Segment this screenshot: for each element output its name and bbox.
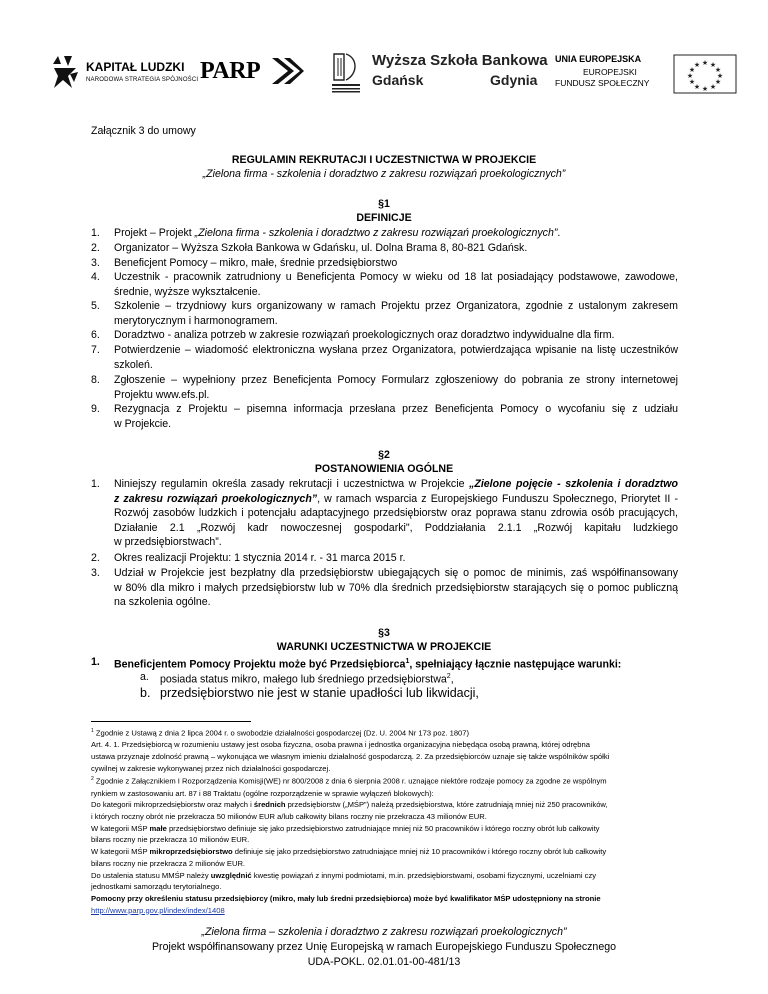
footnote-1-line: ustawa przyznaje zdolność prawną – wykonująca we własnym imieniu działalność gospodarczą. 2. Za przedsiębiorców uznaje się także wspólników spółki — [91, 751, 610, 761]
footnote-mark: 1 — [91, 728, 94, 734]
list-item-line: w Projekcie. — [114, 417, 172, 430]
text-span: Zgodnie z Załącznikiem I Rozporządzenia Komisji(WE) nr 800/2008 z dnia 6 sierpnia 2008 r. uznające niektóre rodzaje pomocy za zgodne ze wspólnym — [93, 776, 607, 786]
footnote-2-line — [91, 823, 686, 835]
kapital-ludzki-logo — [50, 54, 199, 92]
text-span: Beneficjentem Pomocy Projektu może być Przedsiębiorca — [114, 658, 406, 671]
svg-text:★: ★ — [701, 85, 709, 93]
list-item-line: Projektu www.efs.pl. — [114, 388, 210, 401]
list-item-line: szkoleń. — [114, 358, 153, 371]
parp-wordmark: PARP — [200, 58, 261, 84]
svg-text:★: ★ — [688, 78, 696, 86]
list-item — [114, 566, 678, 610]
section-2-number: §2 — [378, 449, 390, 461]
footnote-2-line: rynkiem w zastosowaniu art. 87 i 88 Traktatu (ogólne rozporządzenie w sprawie wyłączeń blokowych): — [91, 788, 434, 798]
list-item-number: 3. — [91, 257, 100, 269]
footnote-2-line — [91, 846, 686, 858]
text-span: Zgodnie z Ustawą z dnia 2 lipca 2004 r. o swobodzie działalności gospodarczej (Dz. U. 2004 Nr 173 poz. 1807) — [93, 728, 470, 738]
footnote-2-line: bilans roczny nie przekracza 10 milionów EUR. — [91, 835, 250, 845]
section-1-title: DEFINICJE — [356, 212, 412, 224]
list-item-number: 1. — [91, 656, 100, 668]
header-logos — [0, 0, 768, 110]
bold-span: średnich — [253, 800, 286, 810]
parp-logo — [200, 54, 310, 90]
svg-text:★: ★ — [714, 78, 722, 86]
list-item-number: 1. — [91, 227, 100, 239]
list-item-line: w 80% dla mikro i małych przedsiębiorstw lub w 70% dla średnich przedsiębiorstw starających się o pomoc publiczną — [114, 581, 678, 594]
footnote-1-line — [91, 726, 686, 739]
list-item-line: na szkolenia ogólne. — [114, 596, 211, 609]
list-item-number: 2. — [91, 552, 100, 564]
text-span: kwestię powiązań z innymi podmiotami, m.in. przedsiębiorstwami, osobami fizycznymi, uczelniami czy — [251, 870, 597, 880]
kapital-ludzki-title: KAPITAŁ LUDZKI — [86, 60, 185, 74]
text-span: przedsiębiorstwo definiuje się jako przedsiębiorstwo zatrudniające mniej niż 50 pracowników i którego roczny obrót lub całkowity — [166, 823, 600, 833]
footer-project-name: „Zielona firma – szkolenia i doradztwo z zakresu rozwiązań proekologicznych” — [201, 926, 567, 938]
list-item: Beneficjent Pomocy – mikro, małe, średnie przedsiębiorstwo — [114, 257, 398, 269]
bold-span: małe — [149, 823, 167, 833]
footnote-ref-1[interactable]: 1 — [405, 658, 410, 665]
svg-text:★: ★ — [709, 61, 717, 69]
kapital-ludzki-subtitle: NARODOWA STRATEGIA SPÓJNOŚCI — [86, 77, 199, 83]
list-item-number: 7. — [91, 344, 100, 356]
text-span: Do kategorii mikroprzedsiębiorstw oraz małych i — [91, 800, 254, 810]
list-item: Projekt – Projekt „Zielona firma - szkolenia i doradztwo z zakresu rozwiązań proekologicznych”. — [114, 227, 561, 239]
text-span: posiada status mikro, małego lub średniego przedsiębiorstwa — [160, 673, 447, 686]
wsb-emblem-icon — [330, 50, 362, 96]
eu-logo — [555, 54, 755, 94]
list-item-line — [114, 477, 678, 492]
list-item — [114, 373, 678, 402]
wsb-name: Wyższa Szkoła Bankowa — [372, 52, 548, 69]
list-item-line: merytorycznym i harmonogramem. — [114, 314, 278, 327]
svg-text:★: ★ — [716, 72, 724, 80]
section-1-number: §1 — [378, 198, 390, 210]
text-span: W kategorii MŚP — [91, 823, 150, 833]
footnote-ref-2[interactable]: 2 — [446, 673, 451, 680]
list-item-line: Rozwój zasobów ludzkich i potencjału adaptacyjnego przedsiębiorstw oraz poprawa stanu zdrowia osób pracujących, — [114, 507, 678, 520]
page-title: REGULAMIN REKRUTACJI I UCZESTNICTWA W PROJEKCIE — [231, 154, 537, 166]
parp-arrow-icon — [270, 56, 304, 86]
list-item-line: Uczestnik - pracownik zatrudniony u Beneficjenta Pomocy w wieku od 18 lat posiadający podstawowe, zawodowe, — [114, 271, 678, 283]
list-item-number: 8. — [91, 374, 100, 386]
footnote-2-line: Pomocny przy określeniu statusu przedsiębiorcy (mikro, mały lub średni przedsiębiorca) może być kwalifikator MŚP udostępniony na stronie — [91, 893, 601, 903]
sub-item — [160, 670, 454, 687]
list-item-number: 1. — [91, 478, 100, 490]
sub-item: przedsiębiorstwo nie jest w stanie upadłości lub likwidacji, — [160, 686, 479, 700]
text-span: W kategorii MŚP — [91, 847, 150, 857]
footnote-separator — [91, 721, 251, 722]
project-name-italic: „Zielone pojęcie - szkolenia i doradztwo — [469, 478, 678, 490]
section-2-title: POSTANOWIENIA OGÓLNE — [314, 463, 454, 475]
list-item — [114, 299, 678, 328]
list-item-number: 2. — [91, 242, 100, 254]
section-3-number: §3 — [378, 627, 390, 639]
section-3-title: WARUNKI UCZESTNICTWA W PROJEKCIE — [276, 641, 492, 653]
footnote-2-line — [91, 774, 686, 787]
sub-item-letter: a. — [140, 671, 149, 683]
eu-title: UNIA EUROPEJSKA — [555, 54, 642, 64]
svg-text:★: ★ — [693, 83, 701, 91]
list-item-line: Potwierdzenie – wiadomość elektroniczna wysłana przez Organizatora, potwierdzająca wpisanie na listę uczestników — [114, 344, 678, 356]
footnotes — [91, 726, 686, 916]
footnote-2-line: jednostkami samorządu terytorialnego. — [91, 882, 222, 892]
wsb-city-gdynia: Gdynia — [490, 72, 538, 88]
list-item-line: średnie, wyższe wykształcenie. — [114, 285, 261, 298]
list-item-line: w przedsiębiorstwach”. — [114, 536, 222, 549]
text-span: przedsiębiorstw („MŚP”) należą przedsiębiorstwa, które zatrudniają mniej niż 250 pracowników, — [285, 800, 608, 810]
svg-text:★: ★ — [686, 72, 694, 80]
parp-link[interactable]: http://www.parp.gov.pl/index/index/1408 — [91, 905, 225, 915]
wsb-city-gdansk: Gdańsk — [372, 72, 424, 88]
footnote-2-line: i których roczny obrót nie przekracza 50 milionów EUR a/lub całkowity bilans roczny nie przekracza 43 milionów EUR. — [91, 811, 487, 821]
svg-text:★: ★ — [714, 66, 722, 74]
list-item: Okres realizacji Projektu: 1 stycznia 2014 r. - 31 marca 2015 r. — [114, 552, 406, 564]
bold-span: mikroprzedsiębiorstwo — [149, 847, 233, 857]
list-item — [114, 477, 678, 550]
svg-text:★: ★ — [688, 66, 696, 74]
svg-text:★: ★ — [709, 83, 717, 91]
svg-text:★: ★ — [701, 59, 709, 67]
list-item-number: 4. — [91, 271, 100, 283]
footnote-2-line — [91, 870, 686, 882]
list-item-line: Zgłoszenie – wypełniony przez Beneficjenta Pomocy Formularz zgłoszeniowy do pobrania ze strony internetowej — [114, 374, 678, 386]
page-subtitle: „Zielona firma - szkolenia i doradztwo z zakresu rozwiązań proekologicznych” — [202, 168, 566, 180]
list-item — [114, 343, 678, 372]
list-item: Doradztwo - analiza potrzeb w zakresie rozwiązań proekologicznych oraz doradztwo indywidualne dla firm. — [114, 329, 615, 341]
eu-flag-icon — [673, 54, 737, 94]
text-span: definiuje się jako przedsiębiorstwo zatrudniające mniej niż 10 pracowników i którego roczny obrót lub całkowity — [232, 847, 607, 857]
list-item-number: 5. — [91, 300, 100, 312]
svg-text:★: ★ — [693, 61, 701, 69]
wsb-logo — [330, 48, 548, 100]
list-item-line: Szkolenie – trzydniowy kurs organizowany w ramach Projektu przez Organizatora, zgodnie z ustalonym zakresem — [114, 300, 678, 312]
list-item-number: 3. — [91, 567, 100, 579]
attachment-note: Załącznik 3 do umowy — [91, 125, 196, 137]
footer-project-number: UDA-POKL. 02.01.01-00-481/13 — [307, 956, 461, 968]
text-span: Do ustalenia statusu MMŚP należy — [91, 870, 211, 880]
list-item-line: Udział w Projekcie jest bezpłatny dla przedsiębiorstw ubiegających się o pomoc de minimis, zaś współfinansowany — [114, 567, 678, 579]
text-span: , spełniający łącznie następujące warunki: — [409, 658, 622, 671]
list-item: Organizator – Wyższa Szkoła Bankowa w Gdańsku, ul. Dolna Brama 8, 80-821 Gdańsk. — [114, 242, 528, 254]
footnote-2-line: bilans roczny nie przekracza 2 milionów EUR. — [91, 858, 246, 868]
list-item-line — [114, 492, 678, 507]
list-item — [114, 270, 678, 299]
list-item — [114, 402, 678, 431]
list-item-line: Rezygnacja z Projektu – pisemna informacja przesłana przez Beneficjenta Pomocy o wycofaniu się z udziału — [114, 403, 678, 415]
footnote-1-line: cywilnej w zakresie wykonywanej przez nich działalności gospodarczej. — [91, 763, 331, 773]
text-span: Niniejszy regulamin określa zasady rekrutacji i uczestnictwa w Projekcie — [114, 478, 470, 490]
eu-line2: EUROPEJSKI — [583, 67, 637, 77]
text-span: , — [450, 673, 454, 686]
eu-line3: FUNDUSZ SPOŁECZNY — [555, 78, 650, 88]
footnote-mark: 2 — [91, 776, 94, 783]
kapital-ludzki-star-icon — [50, 54, 80, 90]
footnote-2-line — [91, 799, 686, 811]
sub-item-letter: b. — [140, 686, 151, 700]
list-item-line: Działanie 2.1 „Rozwój kadr nowoczesnej gospodarki", Poddziałania 2.1.1 „Rozwój kapitału ludzkiego — [114, 521, 678, 534]
footnote-1-line: Art. 4. 1. Przedsiębiorcą w rozumieniu ustawy jest osoba fizyczna, osoba prawna i jednostka organizacyjna niebędąca osobą prawną, której odrębna — [91, 740, 590, 750]
list-item-number: 6. — [91, 329, 100, 341]
bold-span: uwzględnić — [210, 870, 252, 880]
project-name-italic: z zakresu rozwiązań proekologicznych” — [114, 492, 318, 505]
text-span: , w ramach wsparcia z Europejskiego Funduszu Społecznego, Priorytet II - — [317, 492, 678, 505]
footer-cofinancing: Projekt współfinansowany przez Unię Europejską w ramach Europejskiego Funduszu Społecznego — [151, 941, 617, 953]
footnote-2-line — [91, 905, 686, 917]
list-item-number: 9. — [91, 403, 100, 415]
